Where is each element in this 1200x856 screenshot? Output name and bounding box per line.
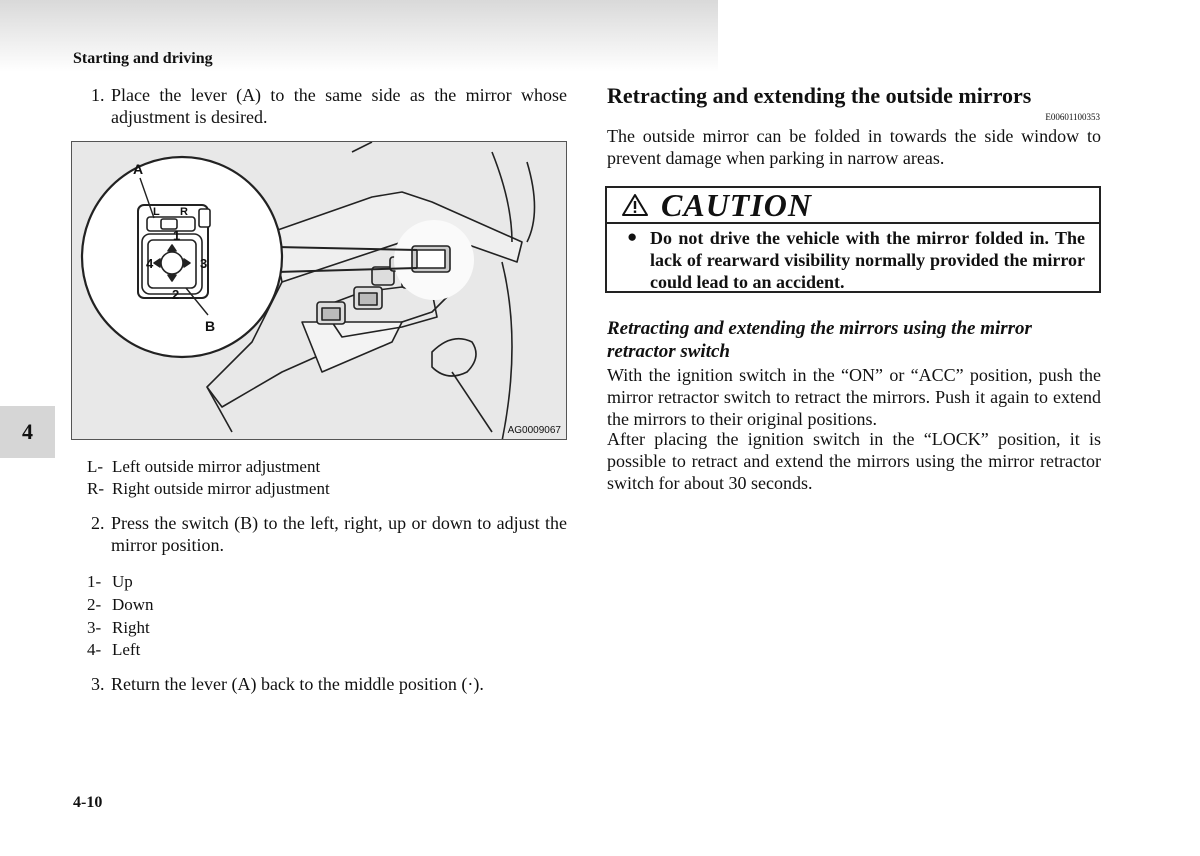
chapter-tab: 4 xyxy=(0,406,55,458)
legend-key: 4- xyxy=(87,640,102,659)
legend-item-up xyxy=(87,571,133,593)
reference-code: E00601100353 xyxy=(1045,112,1100,122)
door-switch-illustration xyxy=(72,142,567,440)
section-title: Starting and driving xyxy=(73,50,213,67)
label-3: 3 xyxy=(200,256,208,271)
paragraph-2: After placing the ignition switch in the “LOCK” position, it is possible to retract and extend the mirrors using the mirror retractor switch for about 30 seconds. xyxy=(607,429,1101,493)
step-number: 1. xyxy=(91,85,105,105)
step-text: Place the lever (A) to the same side as the mirror whose adjustment is desired. xyxy=(111,85,567,127)
bullet-icon: ● xyxy=(627,227,638,246)
caution-body xyxy=(607,224,1099,293)
label-4: 4 xyxy=(146,256,154,271)
label-2: 2 xyxy=(172,287,180,302)
label-l: L xyxy=(153,206,160,218)
legend-item-l xyxy=(87,456,320,478)
section-heading: Retracting and extending the outside mirrors xyxy=(607,83,1032,108)
label-b: B xyxy=(205,318,216,334)
legend-key: L- xyxy=(87,457,104,476)
legend-item-r xyxy=(87,478,330,500)
label-r: R xyxy=(180,206,188,218)
figure-code: AG0009067 xyxy=(507,425,561,436)
mirror-switch-figure xyxy=(71,141,567,440)
legend-text: Up xyxy=(112,572,133,591)
caution-text: Do not drive the vehicle with the mirror folded in. The lack of rearward visibility normally provided the mirror could lead to an accident. xyxy=(650,228,1085,292)
legend-text: Right outside mirror adjustment xyxy=(112,479,330,498)
legend-text: Down xyxy=(112,595,154,614)
legend-key: 2- xyxy=(87,595,102,614)
step-1 xyxy=(91,84,567,128)
legend-key: 1- xyxy=(87,572,102,591)
legend-key: 3- xyxy=(87,618,102,637)
legend-item-right xyxy=(87,617,150,639)
legend-item-down xyxy=(87,594,154,616)
caution-title: CAUTION xyxy=(661,186,813,223)
step-3 xyxy=(91,673,567,695)
legend-key: R- xyxy=(87,479,104,498)
legend-text: Right xyxy=(112,618,150,637)
label-a: A xyxy=(133,161,144,177)
caution-header xyxy=(607,188,1099,224)
step-text: Press the switch (B) to the left, right, up or down to adjust the mirror position. xyxy=(111,513,567,555)
legend-text: Left outside mirror adjustment xyxy=(112,457,321,476)
legend-item-left xyxy=(87,639,140,661)
step-number: 2. xyxy=(91,513,105,533)
paragraph-1: With the ignition switch in the “ON” or “ACC” position, push the mirror retractor switch to retract the mirrors. Push it again to extend the mirrors to their original positions. xyxy=(607,365,1101,429)
step-2 xyxy=(91,512,567,556)
caution-box xyxy=(605,186,1101,293)
label-1: 1 xyxy=(173,228,181,243)
legend-text: Left xyxy=(112,640,141,659)
warning-triangle-icon xyxy=(621,193,649,217)
intro-paragraph: The outside mirror can be folded in towards the side window to prevent damage when parking in narrow areas. xyxy=(607,126,1101,168)
step-number: 3. xyxy=(91,674,105,694)
subheading: Retracting and extending the mirrors using the mirror retractor switch xyxy=(607,318,1032,362)
page-number: 4-10 xyxy=(73,794,103,811)
step-text: Return the lever (A) back to the middle position (·). xyxy=(111,674,484,694)
